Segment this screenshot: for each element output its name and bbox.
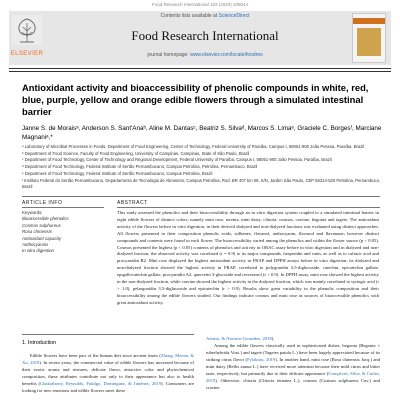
abstract-end-rule [22,334,194,335]
affiliation-list [22,144,382,191]
keywords-block [22,210,104,255]
keyword-item: Antioxidant capacity [22,235,62,241]
keyword-item: Anthocyanins [22,242,49,248]
body-text: ). [271,336,275,341]
header-rule-2 [9,71,391,72]
affiliation-d: ᵈ Department of Food Technology, Federal Institute of Sertão Pernambucano, Campus Petrolina, Petrolina, Pernambuco, Brazil [22,164,258,170]
journal-title: Food Research International [131,28,279,43]
keyword-item: Bioaccessible phenolics [22,216,69,222]
body-text: ). In recent years, the commercial value of edible flowers has increased because of their exotic aroma and textures, delicate flavor, attractive color and phytochemical composition, these attributes contribute not only to their appearance but also to health benefits ( [22,360,194,386]
elsevier-tree-icon [12,15,42,45]
affiliation-a: ᵃ Laboratory of Microbial Processes in Foods, Department of Food Engineering, Center of Technology, Federal University of Paraíba, Campus I, 58051-900 João Pessoa, Paraíba, Brazil [22,144,365,149]
journal-homepage-line [90,52,320,58]
abstract-text: This study assessed the phenolics and their bioaccessibility through an in vitro digestion system coupled to a simulated intestinal barrier in eight edible flowers of distinct colors, namely mini rose, torenia, mini daisy, clitoria, cosmos, cravine, begonia and tagete. The antioxidant activity of the flowers before in vitro digestion, in their derived dialyzed and non-dialyzed fractions was evaluated using distinct approaches. All flowers presented in their composition phenolic acids, stilbenes, flavanol, anthocyanin, flavonol and flavanone; however distinct compounds and contents were found in each flower. The bioaccessibility varied among the phenolics and within the flower source (p < 0.05). Cosmos presented the highest (p < 0.05) contents of phenolics and activity in ORAC assay before in vitro digestion and in dialyzed and non-dialyzed fraction; the observed activity was correlated (r = 0.9) to its major compounds, hesperidin and rutin, as well as to caftaric acid and procyanidin B2. Mini rose displayed the highest antioxidant activity in FRAP and DPPH assays before in vitro digestion; its dialyzed and non-dialyzed fraction showed the highest activity in FRAP, correlated to polygonidin 3,5-diglucoside, catechin, epicatechin gallate, epigallocatechin gallate, procyanidin A2, quercetin 3-glucoside and resveratrol (r > 0.9). In DPPH assay, mini rose showed the highest activity in the non-dialyzed fraction, while cravine showed the highest activity in the dialyzed fraction, which was mainly correlated to syringic acid (r > 1.0), pelargonidin 3,5-diglucoside and epicatechin (r > 0.9). Results show great variability in the phenolic composition and their bioaccessibility among the edible flowers studied. Our findings indicate cosmos and mini rose as sources of bioaccessible phenolics with great antioxidant activity. [117,210,379,305]
article-title: Antioxidant activity and bioaccessibility of phenolic compounds in white, red, blue, purple, yellow and orange edible flowers through a simulated intestinal barrier [22,82,369,117]
body-text: ). Consumers are looking for new emotions and edible flowers meet these [22,381,194,393]
contents-lists-line [90,13,320,19]
affiliation-f: ᶠ Instituto Federal do Sertão Pernambucano, Departamento de Tecnologia de Alimentos, Campus Petrolina, Rod. BR 407 km 08, S/N, Jardim São Paulo, CEP 56314-520 Petrolina, Pernambuco, Brazil [22,177,381,190]
section-divider [22,196,380,197]
keyword-item: Rosa chinensis [22,229,52,235]
article-info-rule [22,207,104,208]
sciencedirect-link[interactable]: ScienceDirect [218,13,250,19]
citation-link[interactable]: Gonçalves, Silva, & Carlos, 2019 [206,371,380,383]
citation-link[interactable]: Zheng, Meena, & Xu, 2019 [22,353,194,365]
abstract-rule [117,207,380,208]
citation-link[interactable]: Chakraborty, Reynolds, Fidalgo, Domínguez, & Jiménez, 2019 [40,381,162,386]
article-info-heading: ARTICLE INFO [22,200,63,206]
keyword-item: Cosmos sulphureus [22,222,61,228]
body-column-right [206,335,380,391]
journal-cover-thumbnail [352,13,386,63]
header-rule [9,68,391,69]
keywords-title: Keywords: [22,210,43,215]
affiliation-b: ᵇ Department of Food Science, Faculty of Food Engineering, University of Campinas, Campinas, State of São Paulo, Brazil [22,150,250,156]
keyword-item: In vitro digestion [22,248,54,254]
abstract-heading: ABSTRACT [117,200,148,206]
journal-citation-line: Food Research International 103 (2020) 109044 [151,2,249,7]
contents-prefix: Contents lists available at [160,13,219,19]
body-text: ). In another hand, mini rose (Rosa chinensis Jacq.) and mini daisy (Bellis annua L.) have received more attention because their mild citrus and bitter taste, respectively, but primarily due to their delicate appearance ( [206,357,380,376]
author-list: Janne S. de Moraisᵃ, Anderson S. Sant'Anaᵇ, Aline M. Dantasᶜ, Beatriz S. Silvaᵈ, Marcos S. Limaᵉ, Graciele C. Borgesᶠ, Marciane Magnaniᵃ,* [22,125,382,141]
cover-image [357,28,381,56]
publisher-name: ELSEVIER [10,51,44,57]
affiliation-c: ᶜ Department of Food Technology, Center of Technology and Regional Development, Federal University of Paraíba, Campus I, 58051-900 João Pessoa, Paraíba, Brazil [22,157,332,163]
citation-link[interactable]: Fylaktou, 2019 [247,357,276,362]
introduction-heading: 1. Introduction [22,340,57,346]
cover-band [353,18,385,24]
journal-info [90,13,320,58]
homepage-prefix: journal homepage: [147,52,191,58]
elsevier-logo [9,11,45,59]
body-text: Edible flowers have been part of the human diet since ancient times ( [30,353,161,358]
body-text: Among the edible flowers classically used in sophisticated dishes, begonia (Begonia × tuberhybrida Voss.) and tagete (Tagetes patula L.) have been largely appreciated because of its striking citrus flavor ( [206,343,380,362]
citation-link[interactable]: Alonso, & Navarro-González, 2018 [206,336,272,341]
body-text: ). Otherwise, clitoria (Clitoria ternatea L.), cosmos (Cosmos sulphureus Cav.) and cravine [206,378,380,390]
body-column-left [22,352,194,394]
journal-homepage-link[interactable]: www.elsevier.com/locate/foodres [190,52,263,58]
affiliation-e: ᵉ Department of Food Technology, Federal Institute of Sertão Pernambucano, Campus Petrolina, Brazil [22,170,213,176]
